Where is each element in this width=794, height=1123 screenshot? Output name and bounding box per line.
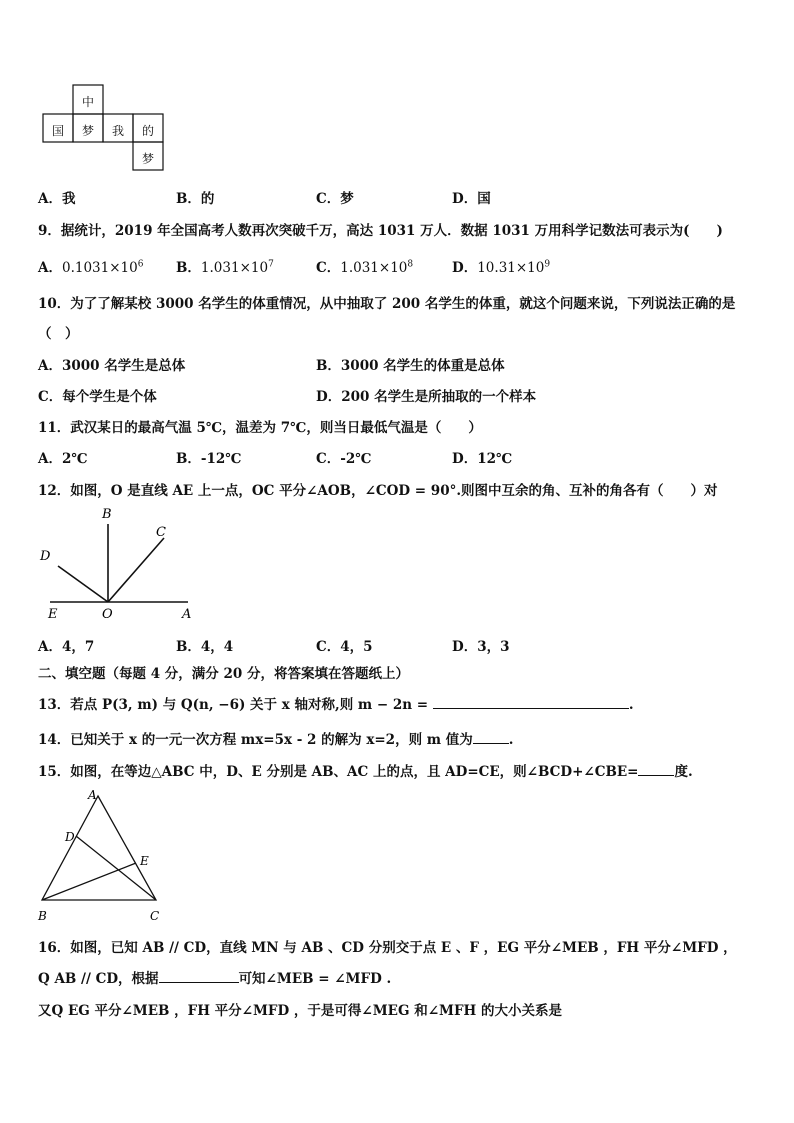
label-d: D [40,549,51,564]
label-b: B [102,507,112,522]
q10-text-cont: （ ） [38,326,79,342]
q12-option-a: A．4，7 [38,639,95,655]
q12-option-c: C．4，5 [316,639,373,655]
q8-option-d: D．国 [452,191,491,207]
cube-net-figure [42,84,166,172]
q15-triangle-figure [34,786,168,926]
q16-line-2: Q AB // CD，根据 可知∠MEB = ∠MFD . [38,971,392,987]
q10-option-c: C．每个学生是个体 [38,389,157,405]
q13-text: 13．若点 P(3, m) 与 Q(n, −6) 关于 x 轴对称,则 m − 2n = . [38,697,634,713]
net-cell-de: 的 [142,124,155,138]
q9-option-b: B．$1.031\times 10^7$ [176,259,274,276]
q12-angle-svg [36,502,206,624]
net-cell-zhong: 中 [82,95,95,109]
net-cell-guo: 国 [52,124,65,138]
label-b: B [38,909,47,923]
q8-option-c: C．梦 [316,191,354,207]
q15-text: 15．如图，在等边△ABC 中，D、E 分别是 AB、AC 上的点，且 AD=CE，则∠BCD+∠CBE= 度. [38,764,693,780]
q16-answer-blank[interactable] [159,982,239,983]
q9-option-a: A．$0.1031\times 10^6$ [38,259,144,276]
q10-text: 10．为了了解某校 3000 名学生的体重情况，从中抽取了 200 名学生的体重，就这个问题来说，下列说法正确的是 [38,296,736,312]
q13-answer-blank[interactable] [433,708,629,709]
q9-option-d: D．$10.31\times 10^9$ [452,259,551,276]
label-o: O [102,607,113,622]
ray-od [58,566,108,602]
net-cell-meng2: 梦 [142,152,155,166]
label-d: D [65,830,75,844]
label-e: E [48,607,58,622]
segment-cd [76,836,156,900]
segment-be [42,863,136,900]
q11-option-b: B．-12℃ [176,451,242,467]
q9-option-c: C．$1.031\times 10^8$ [316,259,414,276]
q12-text: 12．如图，O 是直线 AE 上一点，OC 平分∠AOB，∠COD = 90°.则图中互余的角、互补的角各有（ ）对 [38,483,718,499]
label-c: C [150,909,160,923]
q16-line-3: 又Q EG 平分∠MEB ，FH 平分∠MFD ，于是可得∠MEG 和∠MFH 的大小关系是 [38,1003,562,1019]
q15-triangle-svg [34,786,168,926]
label-c: C [156,525,166,540]
label-a: A [182,607,192,622]
q8-option-a: A．我 [38,191,76,207]
q8-option-b: B．的 [176,191,215,207]
q10-option-b: B．3000 名学生的体重是总体 [316,358,505,374]
section-2-title: 二、填空题（每题 4 分，满分 20 分，将答案填在答题纸上） [38,666,409,682]
q12-option-d: D．3，3 [452,639,510,655]
q11-option-d: D．12℃ [452,451,513,467]
q14-text: 14．已知关于 x 的一元一次方程 mx=5x - 2 的解为 x=2，则 m 值为 . [38,732,514,748]
q11-option-a: A．2℃ [38,451,88,467]
q10-option-a: A．3000 名学生是总体 [38,358,186,374]
label-e: E [140,854,149,868]
net-cell-wo: 我 [112,124,125,138]
q10-option-d: D．200 名学生是所抽取的一个样本 [316,389,537,405]
ray-oc [108,538,164,602]
label-a: A [88,788,97,802]
net-cell-meng: 梦 [82,124,95,138]
q14-answer-blank[interactable] [473,743,509,744]
q12-option-b: B．4，4 [176,639,234,655]
q9-text: 9．据统计，2019 年全国高考人数再次突破千万，高达 1031 万人．数据 1031 万用科学记数法可表示为( ) [38,223,723,239]
triangle-abc [42,796,156,900]
q12-angle-figure [36,502,206,624]
q15-answer-blank[interactable] [638,775,674,776]
q16-line-1: 16．如图，已知 AB // CD，直线 MN 与 AB 、CD 分别交于点 E 、F ，EG 平分∠MEB ，FH 平分∠MFD ， [38,940,737,956]
q11-option-c: C．-2℃ [316,451,372,467]
q11-text: 11．武汉某日的最高气温 5℃，温差为 7℃，则当日最低气温是（ ） [38,420,482,436]
